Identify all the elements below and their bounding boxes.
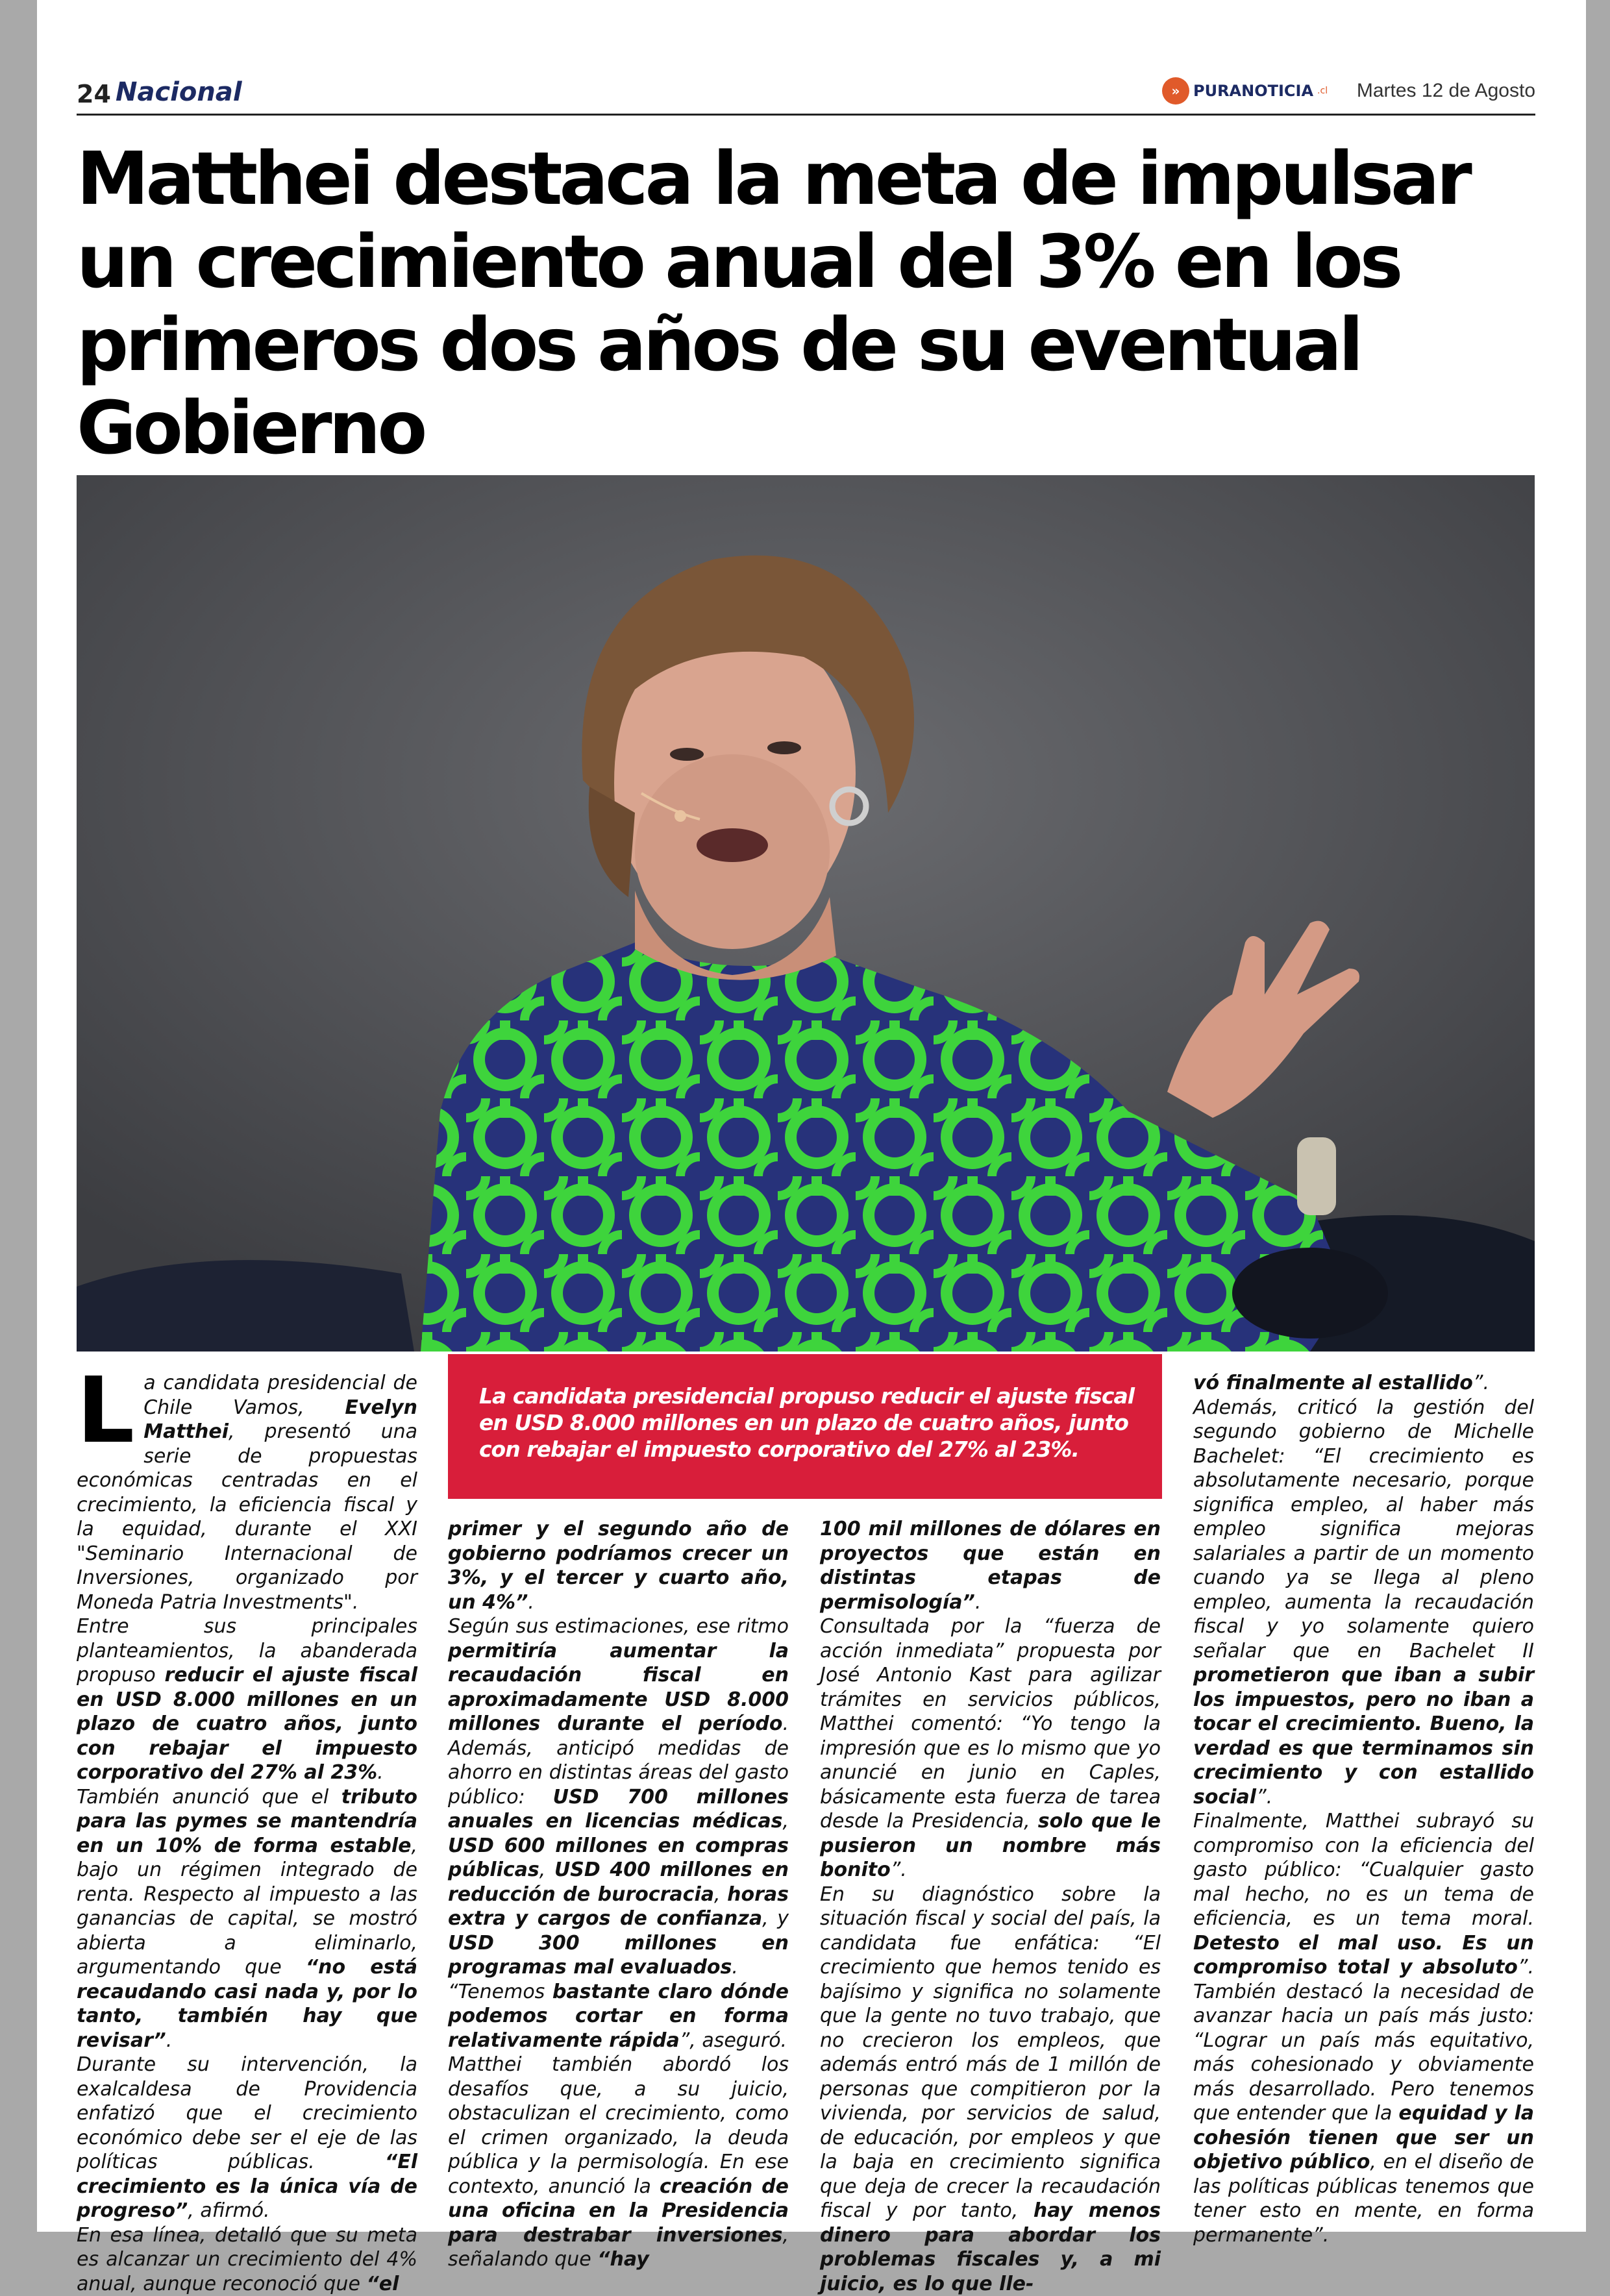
article-column-1 [77,1371,417,2296]
section-label: Nacional [116,77,242,107]
paragraph [448,1517,789,1614]
bold-run: “no está recaudando casi nada y, por lo tanto, también hay que revisar” [77,1956,417,2052]
bold-run: horas extra y cargos de confianza [448,1883,789,1931]
text-run: . [528,1591,534,1614]
bold-run: equidad y la cohesión tienen que ser un objetivo público [1193,2102,1534,2173]
bold-run: solo que le pusieron un nombre más bonito [820,1810,1161,1881]
text-run: Matthei también abordó los desafíos que, a su juicio, obstaculizan el crecimiento, como el crimen organizado, la deuda pública y la permisología. En ese contexto, anunció la [448,2053,789,2198]
bold-run: “el [366,2273,399,2295]
paragraph [820,1614,1161,1882]
text-run: , presentó una serie de propuestas económicas centradas en el crecimiento, la eficiencia fiscal y la equidad, durante el XXI "Seminario Internacional de Inversiones, organizado por Moneda Patria Investments". [77,1420,417,1614]
bold-run: “El crecimiento es la única vía de progreso” [77,2151,417,2222]
paragraph [448,1614,789,1980]
paragraph [77,1614,417,1785]
text-run: En esa línea, detalló que su meta es alcanzar un crecimiento del 4% anual, aunque reconoció que [77,2224,417,2295]
bold-run: hay menos dinero para abordar los problemas fiscales y, a mi juicio, es lo que lle- [820,2199,1161,2295]
bold-run: tributo para las pymes se mantendría en un 10% de forma estable [77,1786,417,1857]
bold-run: USD 400 millones en reducción de burocracia [448,1858,789,1906]
text-run: Además, criticó la gestión del segundo gobierno de Michelle Bachelet: “El crecimiento es absolutamente necesario, porque significa empleo, al haber más empleo significa mejoras salariales a partir de un momento cuando ya se llega al pleno empleo, aumenta la recaudación fiscal y yo solamente quiero señalar que en Bachelet II [1193,1396,1534,1662]
bold-run: permitiría aumentar la recaudación fiscal en aproximadamente USD 8.000 millones durante el período [448,1640,789,1736]
brand-name: PURANOTICIA [1193,82,1313,100]
article-headline: Matthei destaca la meta de impulsar un crecimiento anual del 3% en los primeros dos años de su eventual Gobierno [77,138,1537,470]
text-run: Entre sus principales planteamientos, la abanderada propuso [77,1615,417,1686]
text-run: También anunció que el [77,1786,341,1808]
text-run: , señalando que [448,2224,789,2271]
bold-run: Evelyn Matthei [143,1396,417,1444]
text-run: . [732,1956,738,1979]
page-header [77,75,1535,116]
paragraph [1193,1809,1534,2247]
article-column-3 [820,1517,1161,2296]
bold-run: 100 mil millones de dólares en proyectos que están en distintas etapas de permisología” [820,1518,1161,1614]
bold-run: “hay [597,2248,649,2271]
article-photo [77,475,1535,1352]
paragraph [77,1785,417,2053]
bold-run: bastante claro dónde podemos cortar en forma relativamente rápida [448,1981,789,2052]
text-run: , [714,1883,727,1906]
pull-quote [448,1354,1162,1499]
portrait-illustration [77,475,1535,1352]
column-text [820,1517,1161,2296]
brand-suffix: .cl [1317,86,1328,96]
text-run: , afirmó. [188,2199,269,2222]
text-run: ”, aseguró. [680,2029,787,2052]
text-run: ”. [891,1858,907,1881]
article-column-4 [1193,1371,1534,2247]
text-run: Finalmente, Matthei subrayó su compromiso con la eficiencia del gasto público: “Cualquier gasto mal hecho, no es un tema de eficiencia, es un tema moral. [1193,1810,1534,1930]
drop-cap: L [77,1372,134,1450]
text-run: , en el diseño de las políticas públicas tenemos que tener esto en mente, en forma permanente”. [1193,2151,1534,2247]
text-run: , [539,1858,554,1881]
bold-run: reducir el ajuste fiscal en USD 8.000 millones en un plazo de cuatro años, junto con rebajar el impuesto corporativo del 27% al 23% [77,1664,417,1784]
paragraph [448,2053,789,2272]
paragraph [1193,1396,1534,1810]
paragraph [77,2053,417,2223]
text-run: . [377,1761,384,1784]
text-run: . Además, anticipó medidas de ahorro en distintas áreas del gasto público: [448,1712,789,1808]
page-number: 24 [77,80,111,108]
text-run: “Tenemos [448,1981,552,2003]
text-run: ”. [1473,1372,1489,1394]
bold-run: primer y el segundo año de gobierno podríamos crecer un 3%, y el tercer y cuarto año, un 4%” [448,1518,789,1614]
text-run: Durante su intervención, la exalcaldesa de Providencia enfatizó que el crecimiento económico debe ser el eje de las políticas públicas. [77,2053,417,2173]
text-run: , [782,1810,789,1833]
bold-run: creación de una oficina en la Presidencia para destrabar inversiones [448,2175,789,2247]
paragraph [77,2223,417,2296]
bold-run: prometieron que iban a subir los impuestos, pero no iban a tocar el crecimiento. Bueno, la verdad es que terminamos sin crecimiento y con estallido social [1193,1664,1534,1808]
text-run: . [975,1591,982,1614]
text-run: ”. También destacó la necesidad de avanzar hacia un país más justo: “Lograr un país más equitativo, más cohesionado y obviamente más desarrollado. Pero tenemos que entender que la [1193,1956,1534,2125]
article-column-2 [448,1517,789,2272]
column-text [1193,1371,1534,2247]
bold-run: Detesto el mal uso. Es un compromiso total y absoluto [1193,1932,1534,1979]
paragraph [1193,1371,1534,1396]
issue-date: Martes 12 de Agosto [1357,80,1535,102]
paragraph [448,1980,789,2053]
text-run: a candidata presidencial de Chile Vamos, [143,1372,417,1419]
text-run: ”. [1256,1786,1272,1808]
bold-run: USD 600 millones en compras públicas [448,1834,789,1882]
paragraph [820,1517,1161,1614]
text-run: En su diagnóstico sobre la situación fiscal y social del país, la candidata fue enfática: “El crecimiento que hemos tenido es bajísimo y significa no solamente que la gente no tuvo trabajo, que no crecieron los empleos, que además entró más de 1 millón de personas que compitieron por la vivienda, por servicios de salud, de educación, por empleos y que la baja en crecimiento significa que deja de crecer la recaudación fiscal y por tanto, [820,1883,1161,2223]
text-run: Consultada por la “fuerza de acción inmediata” propuesta por José Antonio Kast para agilizar trámites en servicios públicos, Matthei comentó: “Yo tengo la impresión que es lo mismo que yo anuncié en junio en Caples, básicamente esta fuerza de tarea desde la Presidencia, [820,1615,1161,1833]
text-run: , y [762,1907,789,1930]
paragraph [820,1882,1161,2296]
text-run: Según sus estimaciones, ese ritmo [448,1615,789,1638]
bold-run: USD 700 millones anuales en licencias médicas [448,1786,789,1833]
brand-logo [1162,77,1328,105]
bold-run: USD 300 millones en programas mal evaluados [448,1932,789,1979]
text-run: , bajo un régimen integrado de renta. Respecto al impuesto a las ganancias de capital, se mostró abierta a eliminarlo, argumentando que [77,1834,417,1979]
bold-run: vó finalmente al estallido [1193,1372,1473,1394]
brand-arrows-icon: » [1162,77,1189,105]
text-run: . [166,2029,173,2052]
column-text [448,1517,789,2272]
column-text [77,1371,417,2296]
pull-quote-text: La candidata presidencial propuso reducir el ajuste fiscal en USD 8.000 millones en un plazo de cuatro años, junto con rebajar el impuesto corporativo del 27% al 23%. [479,1383,1136,1463]
